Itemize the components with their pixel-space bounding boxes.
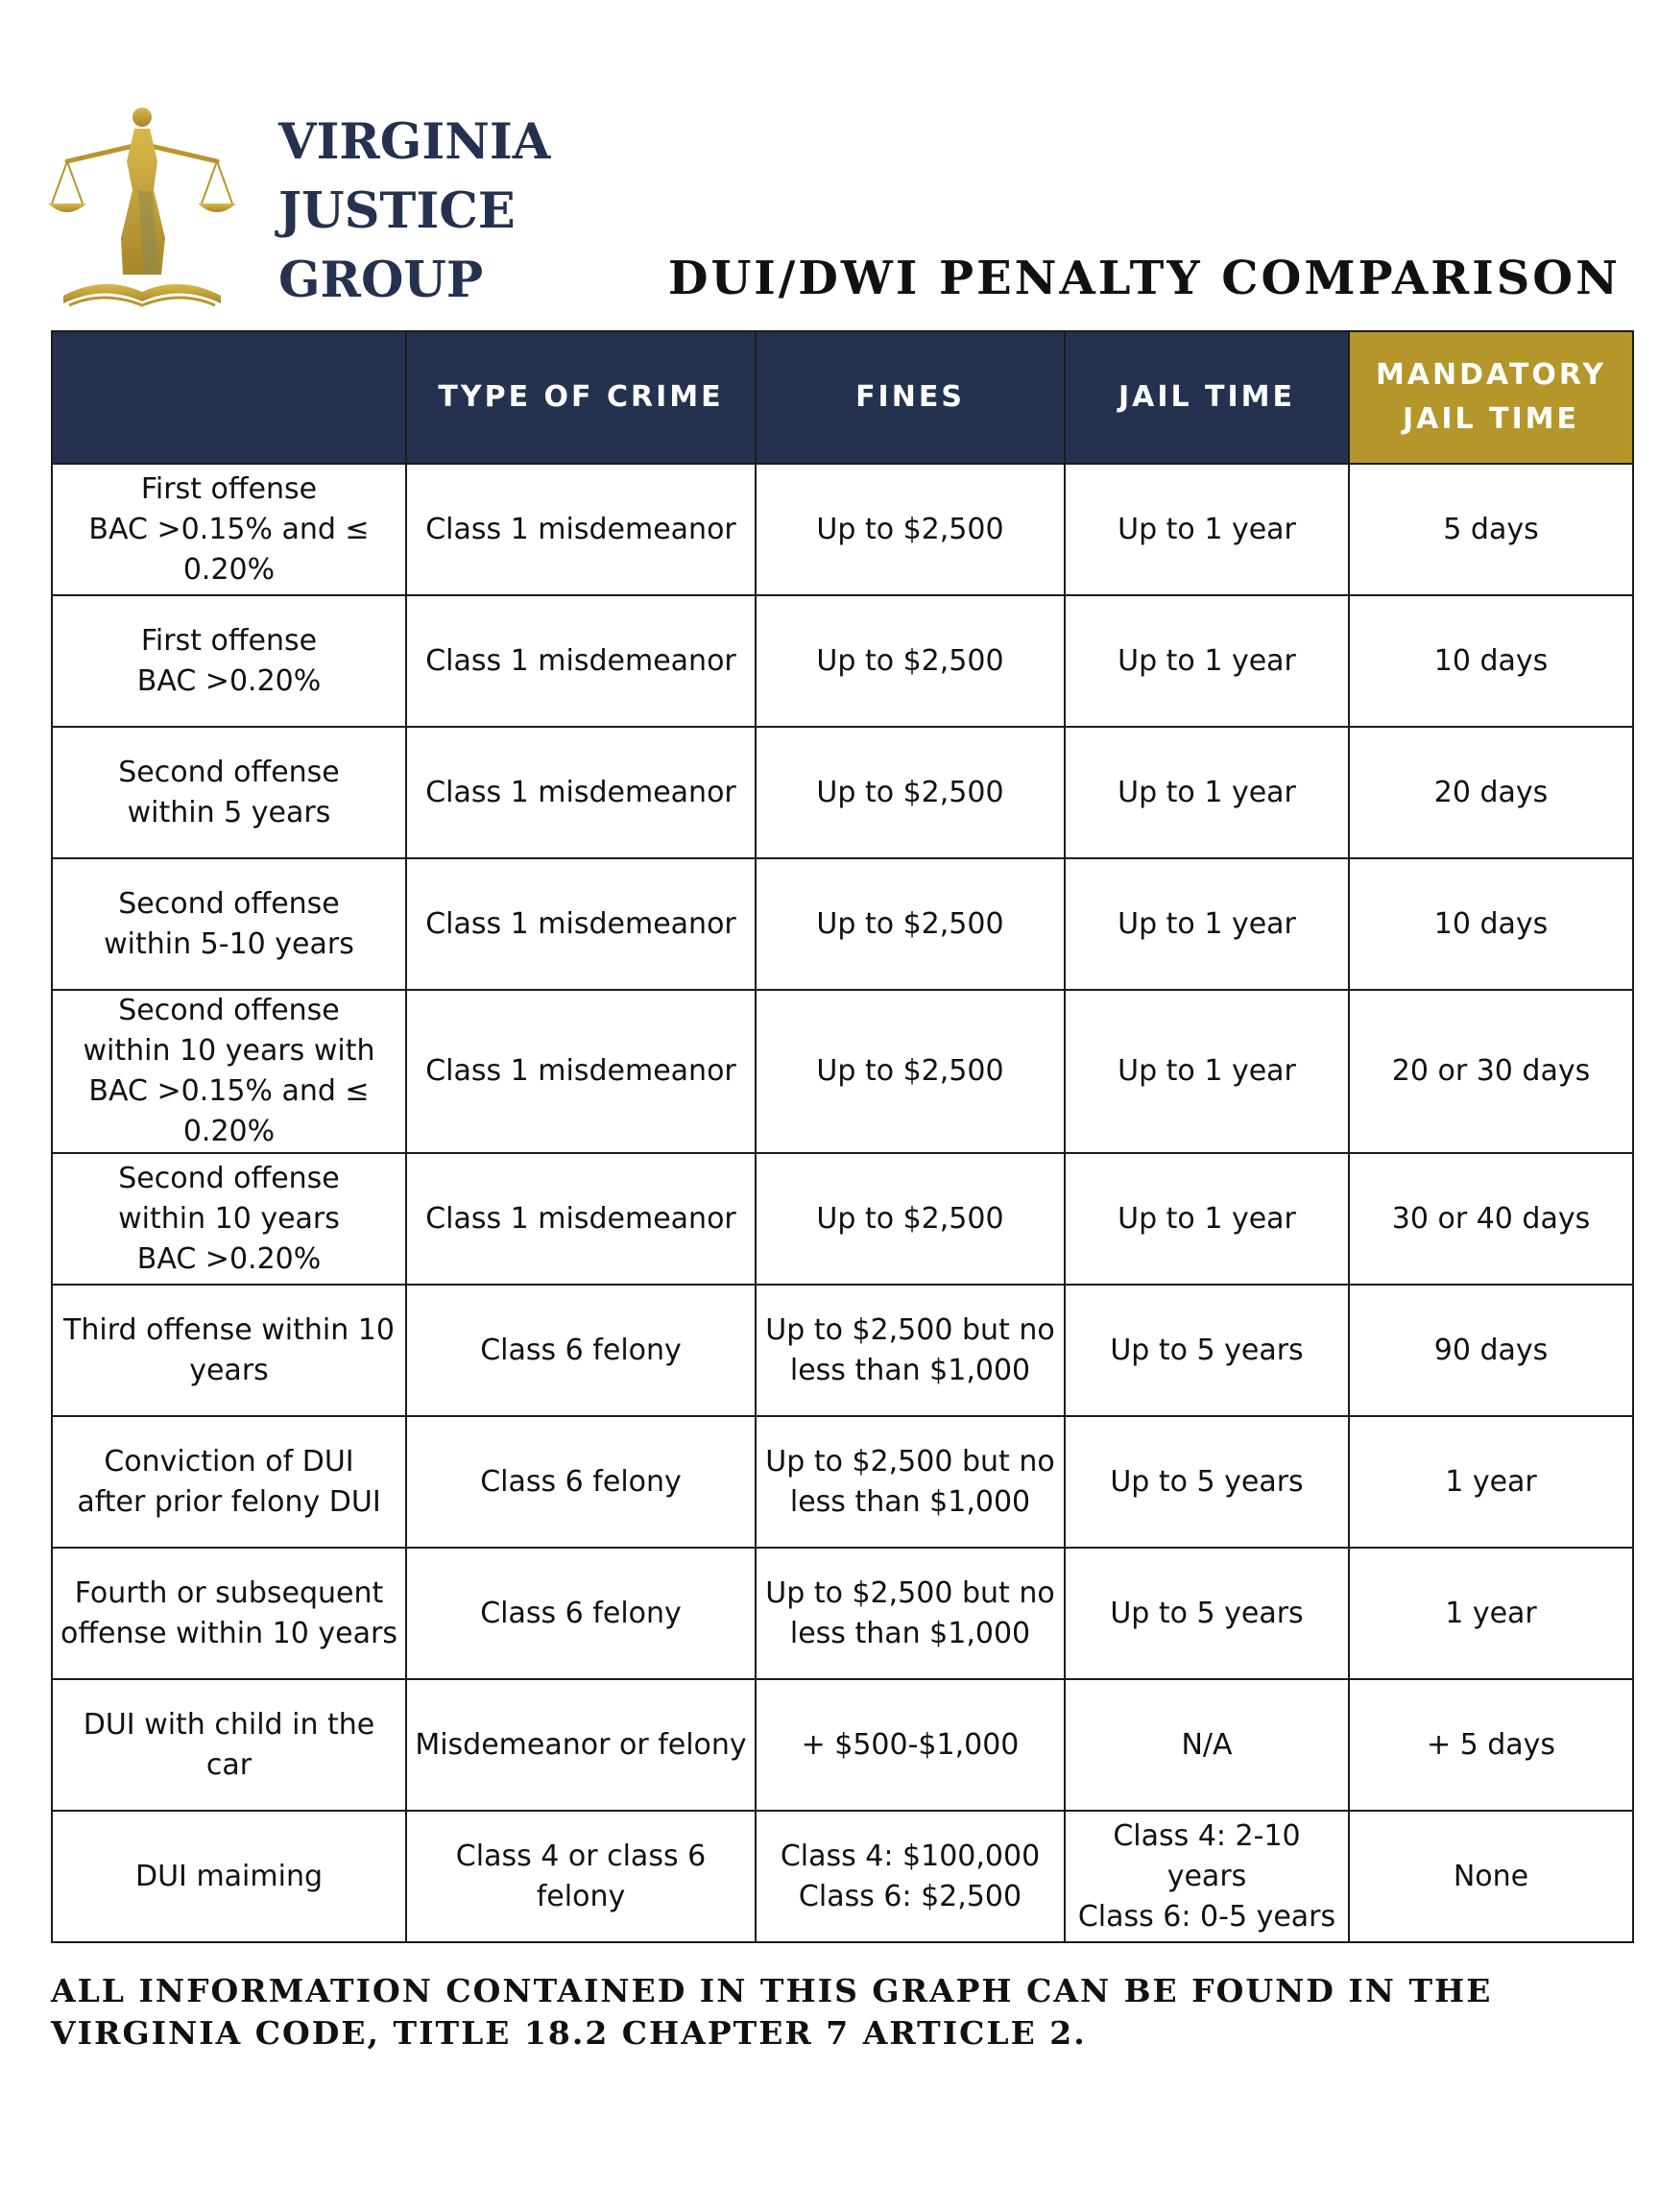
cell-fines: Class 4: $100,000 Class 6: $2,500: [756, 1811, 1065, 1942]
cell-jail-time: Class 4: 2-10 years Class 6: 0-5 years: [1065, 1811, 1349, 1942]
brand-line-1: VIRGINIA: [278, 113, 551, 171]
header-jail-time: JAIL TIME: [1065, 331, 1349, 464]
cell-mandatory-jail-time: 10 days: [1349, 595, 1633, 727]
cell-offense: Conviction of DUI after prior felony DUI: [52, 1416, 406, 1548]
cell-mandatory-jail-time: 5 days: [1349, 464, 1633, 595]
table-row: [52, 1548, 1633, 1679]
cell-offense: DUI maiming: [52, 1811, 406, 1942]
cell-mandatory-jail-time: 1 year: [1349, 1548, 1633, 1679]
cell-mandatory-jail-time: 1 year: [1349, 1416, 1633, 1548]
cell-mandatory-jail-time: 10 days: [1349, 858, 1633, 990]
cell-type-of-crime: Class 1 misdemeanor: [406, 464, 756, 595]
table-body: [52, 464, 1633, 1942]
brand-line-2: JUSTICE: [278, 182, 516, 240]
cell-mandatory-jail-time: 90 days: [1349, 1285, 1633, 1416]
table-header-row: [52, 331, 1633, 464]
cell-fines: Up to $2,500 but no less than $1,000: [756, 1548, 1065, 1679]
cell-fines: Up to $2,500 but no less than $1,000: [756, 1416, 1065, 1548]
cell-offense: Second offense within 5-10 years: [52, 858, 406, 990]
cell-fines: Up to $2,500: [756, 464, 1065, 595]
cell-jail-time: Up to 5 years: [1065, 1285, 1349, 1416]
cell-jail-time: Up to 1 year: [1065, 990, 1349, 1153]
table-row: [52, 1153, 1633, 1285]
cell-offense: Third offense within 10 years: [52, 1285, 406, 1416]
page-title: DUI/DWI PENALTY COMPARISON: [667, 252, 1621, 305]
cell-fines: Up to $2,500: [756, 1153, 1065, 1285]
table-row: [52, 595, 1633, 727]
brand-line-3: GROUP: [278, 252, 484, 309]
cell-type-of-crime: Class 1 misdemeanor: [406, 595, 756, 727]
cell-jail-time: Up to 1 year: [1065, 464, 1349, 595]
cell-jail-time: N/A: [1065, 1679, 1349, 1811]
cell-jail-time: Up to 5 years: [1065, 1416, 1349, 1548]
cell-jail-time: Up to 1 year: [1065, 1153, 1349, 1285]
cell-fines: Up to $2,500: [756, 858, 1065, 990]
cell-fines: Up to $2,500: [756, 990, 1065, 1153]
cell-type-of-crime: Class 1 misdemeanor: [406, 727, 756, 858]
cell-offense: Fourth or subsequent offense within 10 years: [52, 1548, 406, 1679]
cell-fines: Up to $2,500 but no less than $1,000: [756, 1285, 1065, 1416]
cell-type-of-crime: Class 6 felony: [406, 1416, 756, 1548]
cell-jail-time: Up to 1 year: [1065, 858, 1349, 990]
cell-type-of-crime: Class 4 or class 6 felony: [406, 1811, 756, 1942]
table-row: [52, 1285, 1633, 1416]
source-footnote: ALL INFORMATION CONTAINED IN THIS GRAPH CAN BE FOUND IN THE VIRGINIA CODE, TITLE 18.2 CHAPTER 7 ARTICLE 2.: [51, 1972, 1493, 2052]
cell-jail-time: Up to 1 year: [1065, 727, 1349, 858]
table-row: [52, 1679, 1633, 1811]
table-row: [52, 464, 1633, 595]
header-mandatory-jail-time: MANDATORY JAIL TIME: [1349, 331, 1633, 464]
cell-mandatory-jail-time: 20 days: [1349, 727, 1633, 858]
cell-fines: + $500-$1,000: [756, 1679, 1065, 1811]
cell-type-of-crime: Class 1 misdemeanor: [406, 858, 756, 990]
cell-type-of-crime: Class 1 misdemeanor: [406, 1153, 756, 1285]
brand-name: [278, 108, 550, 315]
cell-offense: Second offense within 10 years with BAC >0.15% and ≤ 0.20%: [52, 990, 406, 1153]
cell-mandatory-jail-time: 30 or 40 days: [1349, 1153, 1633, 1285]
table-row: [52, 858, 1633, 990]
header-fines: FINES: [756, 331, 1065, 464]
table-row: [52, 1811, 1633, 1942]
table-row: [52, 990, 1633, 1153]
cell-fines: Up to $2,500: [756, 727, 1065, 858]
cell-type-of-crime: Class 6 felony: [406, 1285, 756, 1416]
cell-offense: Second offense within 10 years BAC >0.20%: [52, 1153, 406, 1285]
cell-type-of-crime: Class 6 felony: [406, 1548, 756, 1679]
header-type-of-crime: TYPE OF CRIME: [406, 331, 756, 464]
table-row: [52, 727, 1633, 858]
cell-type-of-crime: Misdemeanor or felony: [406, 1679, 756, 1811]
lady-justice-logo-icon: [46, 104, 238, 315]
cell-jail-time: Up to 5 years: [1065, 1548, 1349, 1679]
cell-fines: Up to $2,500: [756, 595, 1065, 727]
cell-mandatory-jail-time: 20 or 30 days: [1349, 990, 1633, 1153]
cell-type-of-crime: Class 1 misdemeanor: [406, 990, 756, 1153]
cell-mandatory-jail-time: None: [1349, 1811, 1633, 1942]
cell-offense: First offense BAC >0.15% and ≤ 0.20%: [52, 464, 406, 595]
cell-offense: First offense BAC >0.20%: [52, 595, 406, 727]
header-offense: [52, 331, 406, 464]
table-row: [52, 1416, 1633, 1548]
cell-offense: Second offense within 5 years: [52, 727, 406, 858]
cell-offense: DUI with child in the car: [52, 1679, 406, 1811]
cell-jail-time: Up to 1 year: [1065, 595, 1349, 727]
penalty-comparison-table: [51, 330, 1634, 1943]
cell-mandatory-jail-time: + 5 days: [1349, 1679, 1633, 1811]
